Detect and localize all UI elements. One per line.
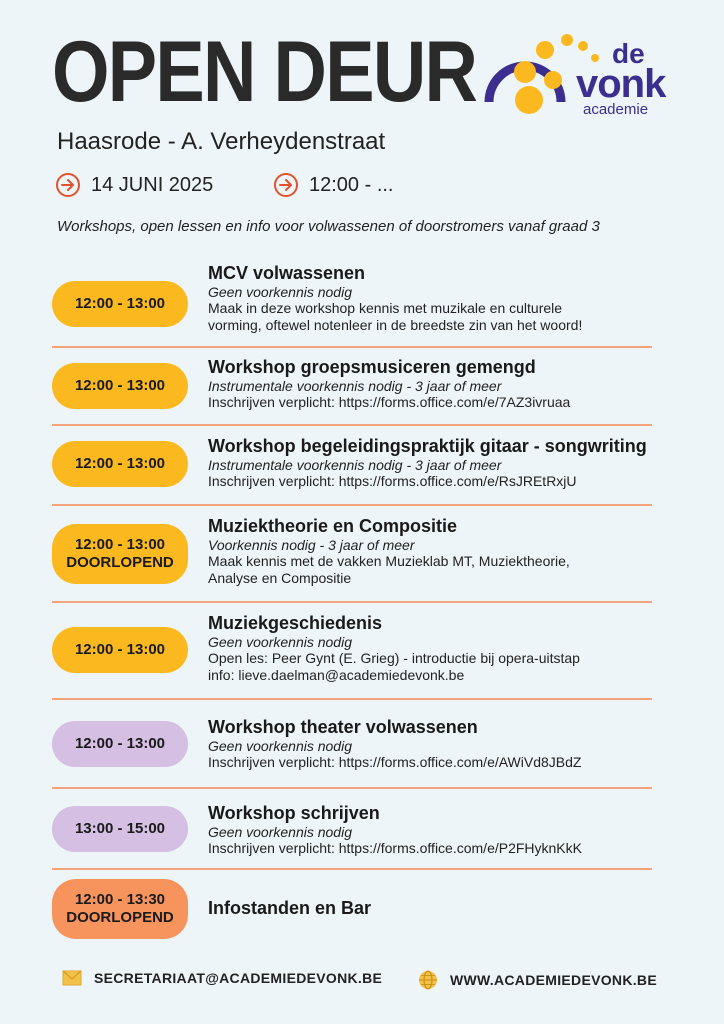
event-requirement: Geen voorkennis nodig xyxy=(208,824,352,840)
event-description: Inschrijven verplicht: https://forms.office.com/e/7AZ3ivruaa xyxy=(208,394,571,410)
logo-text-vonk: vonk xyxy=(576,62,666,106)
event-requirement: Instrumentale voorkennis nodig - 3 jaar of meer xyxy=(208,457,502,473)
time-label: 12:00 - 13:00 xyxy=(74,641,166,658)
event-description: Inschrijven verplicht: https://forms.office.com/e/P2FHyknKkK xyxy=(208,840,582,856)
globe-icon xyxy=(418,970,438,990)
logo-text-de: de xyxy=(612,38,645,69)
arrow-right-circle-icon xyxy=(273,172,299,198)
date-row xyxy=(55,172,213,198)
time-label: 12:00 - 13:00 xyxy=(74,536,166,553)
time-pill xyxy=(52,281,188,327)
divider xyxy=(52,698,652,700)
event-requirement: Voorkennis nodig - 3 jaar of meer xyxy=(208,537,415,553)
event-title: Workshop theater volwassenen xyxy=(208,717,478,737)
event-description: Inschrijven verplicht: https://forms.office.com/e/AWiVd8JBdZ xyxy=(208,754,582,770)
event-item xyxy=(208,262,668,334)
time-label: 12:00 - 13:00 xyxy=(74,735,166,752)
website-url[interactable]: WWW.ACADEMIEDEVONK.BE xyxy=(450,972,657,988)
event-requirement: Geen voorkennis nodig xyxy=(208,634,352,650)
time-pill xyxy=(52,879,188,939)
event-title: Muziekgeschiedenis xyxy=(208,613,383,633)
event-description: Inschrijven verplicht: https://forms.office.com/e/RsJREtRxjU xyxy=(208,473,577,489)
event-description: Open les: Peer Gynt (E. Grieg) - introductie bij opera-uitstap xyxy=(208,650,580,666)
divider xyxy=(52,787,652,789)
event-time: 12:00 - ... xyxy=(309,173,394,196)
event-description: info: lieve.daelman@academiedevonk.be xyxy=(208,667,465,683)
time-pill xyxy=(52,363,188,409)
divider xyxy=(52,424,652,426)
logo-text-academie: academie xyxy=(583,101,649,118)
footer-email xyxy=(62,970,382,986)
divider xyxy=(52,504,652,506)
event-requirement: Instrumentale voorkennis nodig - 3 jaar of meer xyxy=(208,378,502,394)
time-label: 12:00 - 13:30 xyxy=(74,891,166,908)
time-pill xyxy=(52,441,188,487)
location: Haasrode - A. Verheydenstraat xyxy=(57,128,386,155)
page-title: OPEN DEUR xyxy=(52,24,477,120)
event-item xyxy=(208,802,668,857)
event-requirement: Geen voorkennis nodig xyxy=(208,738,352,754)
event-title: Workshop groepsmusiceren gemengd xyxy=(208,357,536,377)
subtitle: Workshops, open lessen en info voor volwassenen of doorstromers vanaf graad 3 xyxy=(57,218,600,235)
event-item xyxy=(208,515,668,587)
time-pill xyxy=(52,721,188,767)
time-label: 12:00 - 13:00 xyxy=(74,295,166,312)
email-address[interactable]: SECRETARIAAT@ACADEMIEDEVONK.BE xyxy=(94,970,383,986)
footer-website xyxy=(418,970,657,990)
event-requirement: Geen voorkennis nodig xyxy=(208,284,352,300)
divider xyxy=(52,601,652,603)
envelope-icon xyxy=(62,970,82,986)
divider xyxy=(52,868,652,870)
time-row xyxy=(273,172,394,198)
event-title: Workshop schrijven xyxy=(208,803,380,823)
event-description: Maak in deze workshop kennis met muzikale en culturele xyxy=(208,300,563,316)
event-date: 14 JUNI 2025 xyxy=(91,173,214,196)
event-title: Muziektheorie en Compositie xyxy=(208,516,458,536)
time-label: 13:00 - 15:00 xyxy=(74,820,166,837)
event-description: Maak kennis met de vakken Muzieklab MT, Muziektheorie, xyxy=(208,553,570,569)
time-label: 12:00 - 13:00 xyxy=(74,455,166,472)
event-item xyxy=(208,716,668,771)
event-title: Infostanden en Bar xyxy=(208,898,372,918)
divider xyxy=(52,346,652,348)
event-item xyxy=(208,612,668,684)
event-title: MCV volwassenen xyxy=(208,263,366,283)
event-description: vorming, oftewel notenleer in de breedste zin van het woord! xyxy=(208,317,583,333)
time-pill xyxy=(52,524,188,584)
time-note: DOORLOPEND xyxy=(66,554,174,571)
time-label: 12:00 - 13:00 xyxy=(74,377,166,394)
event-item xyxy=(208,897,668,919)
time-pill xyxy=(52,627,188,673)
event-item xyxy=(208,356,668,411)
event-item xyxy=(208,435,668,490)
event-title: Workshop begeleidingspraktijk gitaar - songwriting xyxy=(208,436,647,456)
time-pill xyxy=(52,806,188,852)
arrow-right-circle-icon xyxy=(55,172,81,198)
event-description: Analyse en Compositie xyxy=(208,570,352,586)
time-note: DOORLOPEND xyxy=(66,909,174,926)
